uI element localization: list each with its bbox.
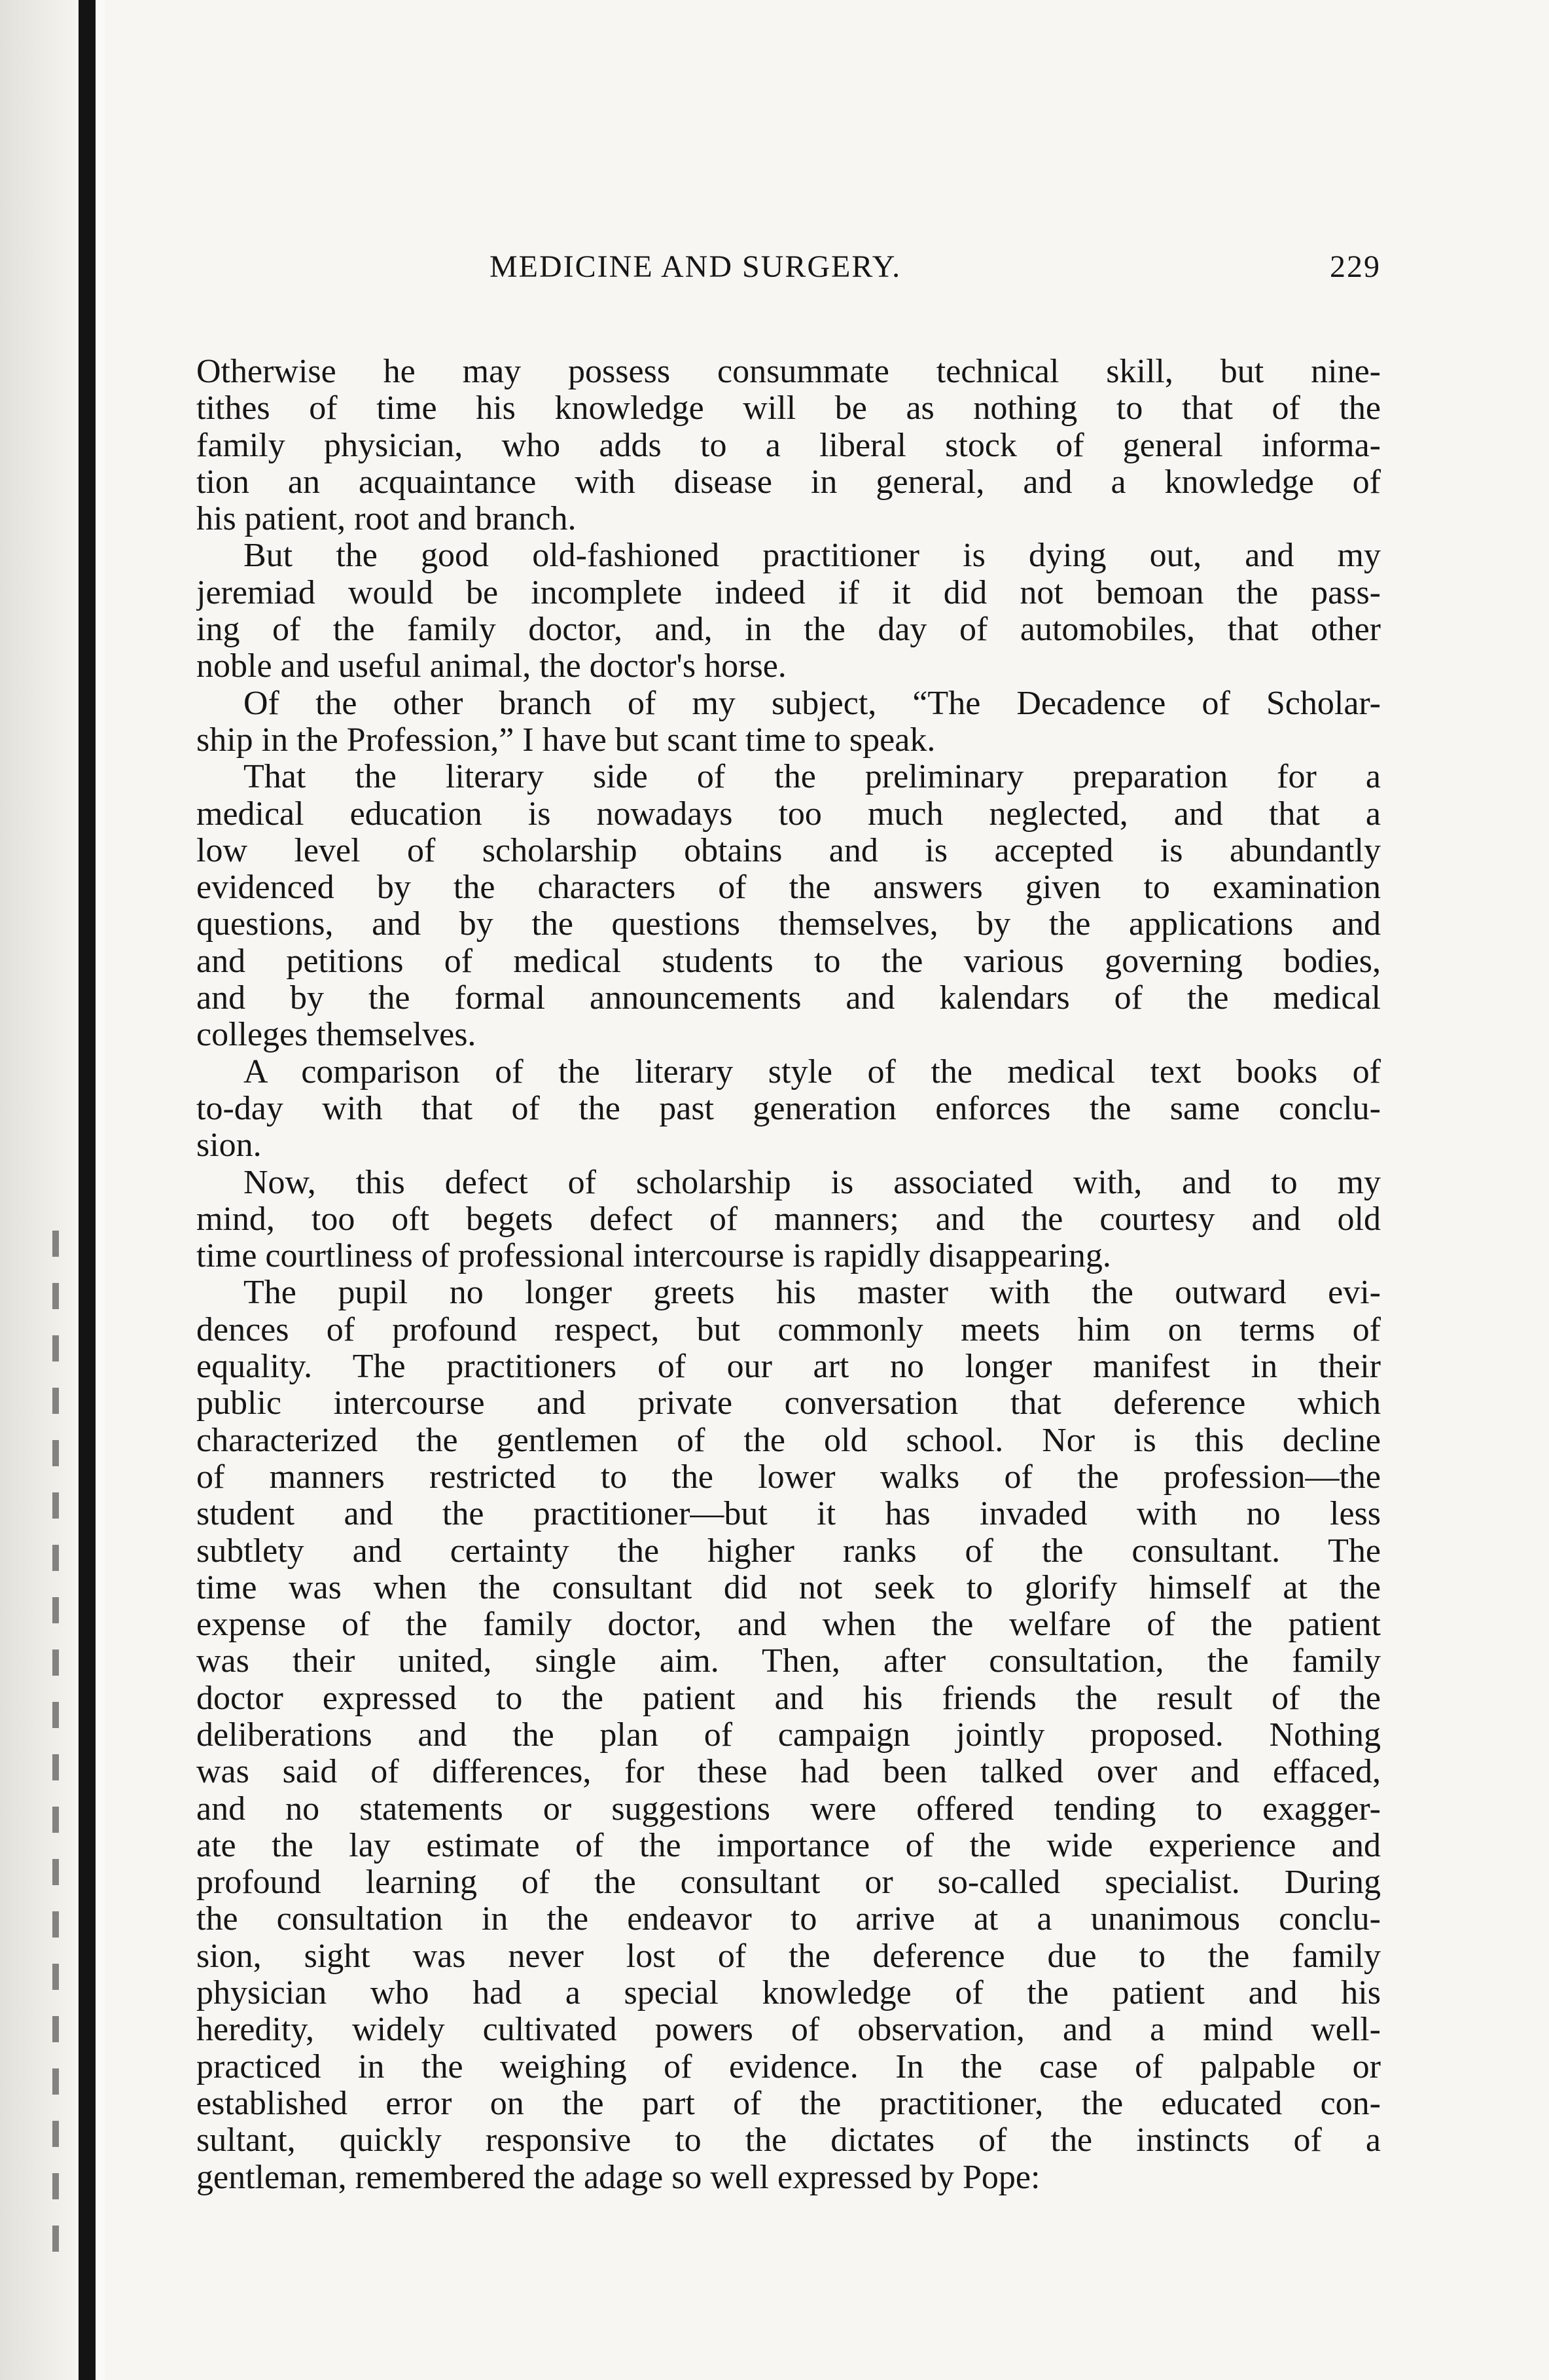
text-line: low level of scholarship obtains and is accepted is abundantly bbox=[196, 832, 1381, 869]
text-line: and no statements or suggestions were offered tending to exagger- bbox=[196, 1790, 1381, 1828]
paragraph bbox=[196, 1054, 1381, 1164]
paragraph bbox=[196, 759, 1381, 1053]
text-line: ate the lay estimate of the importance of the wide experience and bbox=[196, 1827, 1381, 1864]
text-line: to-day with that of the past generation enforces the same conclu- bbox=[196, 1090, 1381, 1127]
text-line: time was when the consultant did not seek to glorify himself at the bbox=[196, 1569, 1381, 1606]
text-line: noble and useful animal, the doctor's horse. bbox=[196, 648, 787, 685]
text-line: But the good old-fashioned practitioner is dying out, and my bbox=[243, 537, 1381, 575]
text-line: expense of the family doctor, and when the welfare of the patient bbox=[196, 1606, 1381, 1644]
paragraph bbox=[196, 1274, 1381, 2195]
body-text bbox=[196, 353, 1381, 2196]
text-line: sultant, quickly responsive to the dictates of the instincts of a bbox=[196, 2122, 1381, 2159]
text-line: jeremiad would be incomplete indeed if it did not bemoan the pass- bbox=[196, 574, 1381, 611]
page-number: 229 bbox=[1330, 249, 1381, 284]
text-line: sion. bbox=[196, 1127, 262, 1164]
text-line: That the literary side of the preliminary preparation for a bbox=[243, 759, 1381, 796]
text-line: established error on the part of the practitioner, the educated con- bbox=[196, 2085, 1381, 2122]
text-line: sion, sight was never lost of the deference due to the family bbox=[196, 1938, 1381, 1975]
text-line: dences of profound respect, but commonly meets him on terms of bbox=[196, 1311, 1381, 1348]
text-line: family physician, who adds to a liberal stock of general informa- bbox=[196, 427, 1381, 464]
text-line: tithes of time his knowledge will be as nothing to that of the bbox=[196, 390, 1381, 427]
paragraph bbox=[196, 685, 1381, 759]
text-line: characterized the gentlemen of the old school. Nor is this decline bbox=[196, 1422, 1381, 1459]
text-line: evidenced by the characters of the answers given to examination bbox=[196, 869, 1381, 907]
text-line: subtlety and certainty the higher ranks of the consultant. The bbox=[196, 1532, 1381, 1570]
text-line: his patient, root and branch. bbox=[196, 501, 577, 538]
text-line: ing of the family doctor, and, in the day of automobiles, that other bbox=[196, 611, 1381, 649]
page-header bbox=[196, 249, 1381, 295]
text-line: and petitions of medical students to the various governing bodies, bbox=[196, 943, 1381, 980]
text-line: Of the other branch of my subject, “The Decadence of Scholar- bbox=[243, 685, 1381, 722]
text-line: student and the practitioner—but it has invaded with no less bbox=[196, 1496, 1381, 1533]
text-line: equality. The practitioners of our art no longer manifest in their bbox=[196, 1348, 1381, 1386]
running-head: MEDICINE AND SURGERY. bbox=[490, 249, 902, 284]
text-line: and by the formal announcements and kalendars of the medical bbox=[196, 980, 1381, 1017]
text-line: deliberations and the plan of campaign jointly proposed. Nothing bbox=[196, 1716, 1381, 1754]
text-line: questions, and by the questions themselves, by the applications and bbox=[196, 906, 1381, 943]
text-line: of manners restricted to the lower walks of the profession—the bbox=[196, 1458, 1381, 1496]
text-line: colleges themselves. bbox=[196, 1017, 476, 1054]
text-line: Now, this defect of scholarship is associated with, and to my bbox=[243, 1164, 1381, 1201]
text-line: heredity, widely cultivated powers of observation, and a mind well- bbox=[196, 2011, 1381, 2049]
text-line: mind, too oft begets defect of manners; and the courtesy and old bbox=[196, 1200, 1381, 1238]
text-line: time courtliness of professional intercourse is rapidly disappearing. bbox=[196, 1238, 1111, 1275]
text-line: public intercourse and private conversation that deference which bbox=[196, 1385, 1381, 1422]
text-line: gentleman, remembered the adage so well expressed by Pope: bbox=[196, 2159, 1041, 2196]
text-line: practiced in the weighing of evidence. In the case of palpable or bbox=[196, 2048, 1381, 2085]
text-line: doctor expressed to the patient and his friends the result of the bbox=[196, 1680, 1381, 1717]
text-line: was said of differences, for these had been talked over and effaced, bbox=[196, 1754, 1381, 1791]
text-line: tion an acquaintance with disease in general, and a knowledge of bbox=[196, 463, 1381, 501]
book-spine-edge bbox=[79, 0, 96, 2380]
paragraph bbox=[196, 537, 1381, 685]
text-line: Otherwise he may possess consummate technical skill, but nine- bbox=[196, 353, 1381, 390]
text-line: A comparison of the literary style of the medical text books of bbox=[243, 1053, 1381, 1091]
paragraph bbox=[196, 353, 1381, 537]
text-line: physician who had a special knowledge of the patient and his bbox=[196, 1975, 1381, 2012]
text-line: ship in the Profession,” I have but scant time to speak. bbox=[196, 721, 936, 759]
text-line: The pupil no longer greets his master with the outward evi- bbox=[243, 1274, 1381, 1312]
paragraph bbox=[196, 1164, 1381, 1275]
text-line: profound learning of the consultant or so-called specialist. During bbox=[196, 1864, 1381, 1902]
text-line: medical education is nowadays too much neglected, and that a bbox=[196, 795, 1381, 833]
text-line: was their united, single aim. Then, after consultation, the family bbox=[196, 1643, 1381, 1680]
text-line: the consultation in the endeavor to arrive at a unanimous conclu- bbox=[196, 1901, 1381, 1938]
binding-marks bbox=[52, 1231, 59, 2278]
